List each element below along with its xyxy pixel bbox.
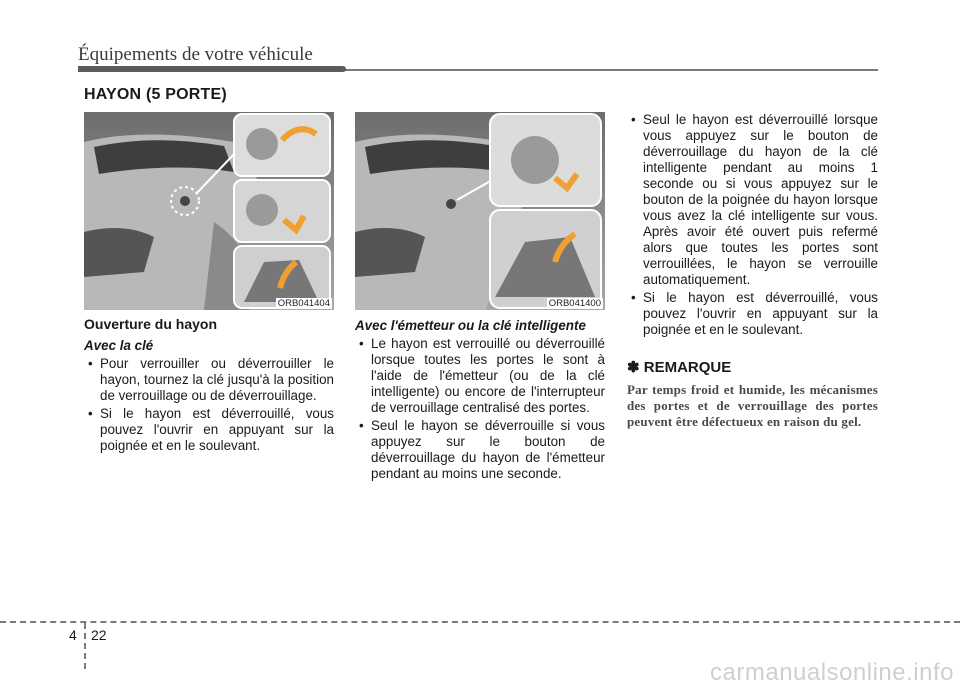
list-item: • Seul le hayon est déverrouillé lorsque vous appuyez sur le bouton de déverrouillage du hayon de la clé intelligente pendant au moins 1 seconde ou si vous appuyez sur le bouton de la poignée du hayon lorsque vous avez la clé intelligente sur vous. Après avoir été ouvert puis refermé alors que toutes les portes sont verrouillées, le hayon se verrouille automatiquement. (627, 112, 878, 288)
section-title: HAYON (5 PORTE) (84, 86, 227, 103)
figure-code: ORB041404 (277, 298, 330, 309)
note-title-text: REMARQUE (643, 359, 732, 376)
watermark: carmanualsonline.info (710, 659, 954, 686)
note-body: Par temps froid et humide, les mécanismes des portes et de verrouillage des portes peuvent être défectueux en raison du gel. (627, 382, 878, 429)
note-title (627, 360, 878, 376)
left-heading: Ouverture du hayon (84, 316, 218, 332)
middle-column (355, 318, 605, 482)
left-bullets (84, 356, 334, 454)
figure-tailgate-remote (355, 112, 605, 310)
list-item: • Si le hayon est déverrouillé, vous pouvez l'ouvrir en appuyant sur la poignée et en le soulevant. (627, 290, 878, 338)
left-subheading: Avec la clé (84, 338, 154, 353)
right-column (627, 110, 878, 430)
chapter-number: 4 (69, 627, 77, 643)
header-rule-accent (78, 66, 346, 72)
figure-tailgate-key (84, 112, 334, 310)
figure-code: ORB041400 (548, 298, 601, 309)
middle-subheading: Avec l'émetteur ou la clé intelligente (355, 318, 586, 333)
header-title: Équipements de votre véhicule (78, 44, 313, 65)
page-number: 22 (91, 627, 107, 643)
asterisk-icon: ✽ (627, 359, 640, 376)
list-item: • Si le hayon est déverrouillé, vous pouvez l'ouvrir en appuyant sur la poignée et en le soulevant. (84, 406, 334, 454)
list-item: • Pour verrouiller ou déverrouiller le hayon, tournez la clé jusqu'à la position de verrouillage ou de déverrouillage. (84, 356, 334, 404)
right-bullets (627, 112, 878, 338)
left-column (84, 316, 334, 454)
middle-bullets (355, 336, 605, 482)
tailgate-remote-illustration (355, 112, 605, 310)
list-item: • Seul le hayon se déverrouille si vous appuyez sur le bouton de déverrouillage du hayon de l'émetteur pendant au moins une seconde. (355, 418, 605, 482)
note-box (627, 360, 878, 430)
footer-divider (84, 623, 86, 669)
footer-rule (0, 621, 960, 623)
tailgate-key-illustration (84, 112, 334, 310)
list-item: • Le hayon est verrouillé ou déverrouillé lorsque toutes les portes le sont à l'aide de l'émetteur (ou de la clé intelligente) ou encore de l'interrupteur de verrouillage centralisé des portes. (355, 336, 605, 416)
